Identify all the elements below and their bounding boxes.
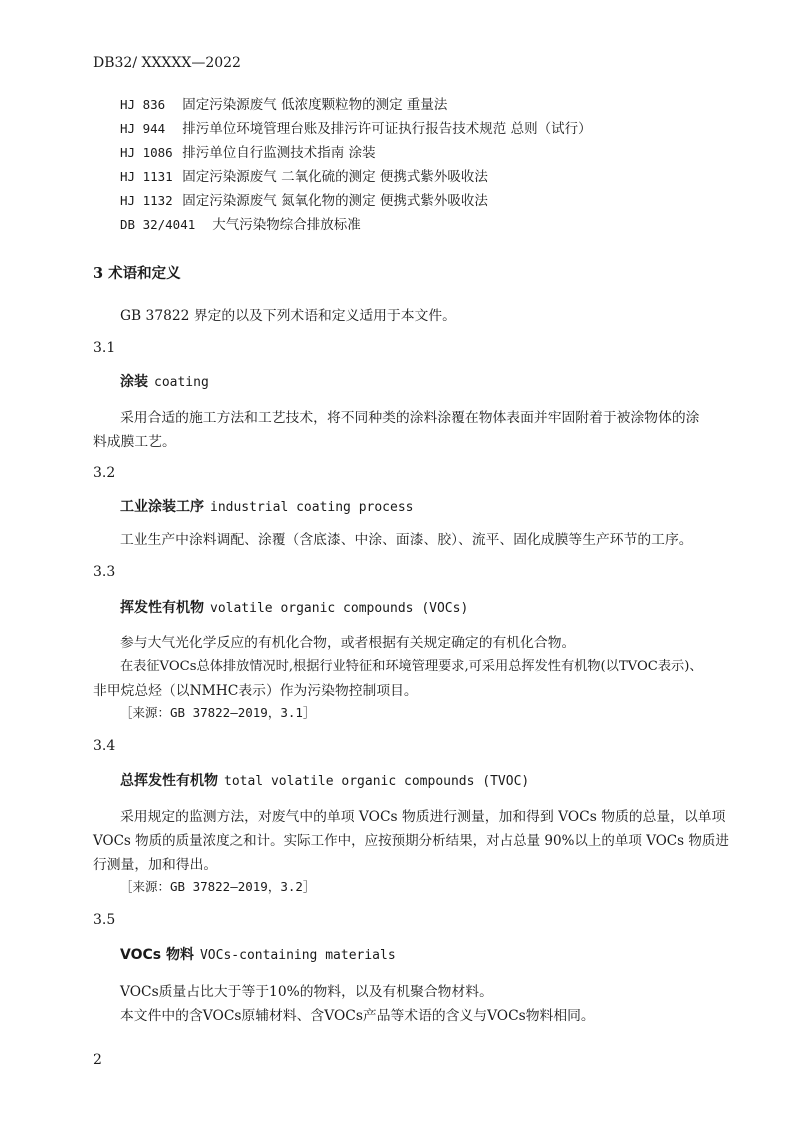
reference-code: HJ 1132 <box>120 193 173 208</box>
term-number: 3.1 <box>93 340 116 356</box>
reference-title: 排污单位自行监测技术指南 涂装 <box>182 145 376 161</box>
term-chinese: 挥发性有机物 <box>120 600 204 616</box>
term-chinese: VOCs 物料 <box>120 947 194 963</box>
term-english: VOCs-containing materials <box>199 948 396 963</box>
term-number: 3.3 <box>93 564 116 580</box>
term-definition: 采用合适的施工方法和工艺技术，将不同种类的涂料涂覆在物体表面并牢固附着于被涂物体的涂 <box>120 410 700 426</box>
term-definition: 工业生产中涂料调配、涂覆（含底漆、中涂、面漆、胶）、流平、固化成膜等生产环节的工序。 <box>120 532 693 548</box>
term-chinese: 涂装 <box>120 374 148 390</box>
term-definition: 料成膜工艺。 <box>93 434 176 450</box>
section-intro: GB 37822 界定的以及下列术语和定义适用于本文件。 <box>120 308 456 324</box>
term-number: 3.2 <box>93 465 116 481</box>
reference-item <box>120 141 376 161</box>
reference-code: DB 32/4041 <box>120 217 196 232</box>
reference-item <box>120 93 447 113</box>
term-title <box>120 496 414 516</box>
term-source: ［来源：GB 37822—2019，3.1］ <box>120 705 316 720</box>
reference-item <box>120 189 488 209</box>
term-source: ［来源：GB 37822—2019，3.2］ <box>120 879 316 894</box>
section-heading: 3 术语和定义 <box>93 265 181 282</box>
reference-title: 固定污染源废气 二氧化硫的测定 便携式紫外吸收法 <box>182 169 488 185</box>
reference-code: HJ 1086 <box>120 145 173 160</box>
term-definition: 参与大气光化学反应的有机化合物，或者根据有关规定确定的有机化合物。 <box>120 635 576 651</box>
reference-code: HJ 1131 <box>120 169 173 184</box>
reference-title: 大气污染物综合排放标准 <box>212 217 361 233</box>
term-title <box>120 371 209 391</box>
term-definition: 本文件中的含VOCs原辅材料、含VOCs产品等术语的含义与VOCs物料相同。 <box>120 1008 595 1024</box>
term-title <box>120 944 396 964</box>
reference-code: HJ 836 <box>120 97 166 112</box>
term-definition: 行测量，加和得出。 <box>93 857 218 873</box>
reference-title: 固定污染源废气 氮氧化物的测定 便携式紫外吸收法 <box>182 193 488 209</box>
reference-title: 排污单位环境管理台账及排污许可证执行报告技术规范 总则（试行） <box>182 121 592 137</box>
term-english: industrial coating process <box>210 500 414 515</box>
term-number: 3.4 <box>93 738 116 754</box>
term-definition: 采用规定的监测方法，对废气中的单项 VOCs 物质进行测量，加和得到 VOCs 物质的总量，以单项 <box>120 809 726 825</box>
term-english: volatile organic compounds (VOCs) <box>210 601 469 616</box>
term-title <box>120 770 529 790</box>
term-number: 3.5 <box>93 912 116 928</box>
reference-code: HJ 944 <box>120 121 166 136</box>
term-english: total volatile organic compounds (TVOC) <box>224 774 530 789</box>
term-english: coating <box>154 375 209 390</box>
term-definition: 在表征VOCs总体排放情况时,根据行业特征和环境管理要求,可采用总挥发性有机物(以TVOC表示)、 <box>120 659 703 674</box>
term-definition: 非甲烷总烃（以NMHC表示）作为污染物控制项目。 <box>93 683 418 699</box>
page-number: 2 <box>93 1052 102 1068</box>
reference-item <box>120 165 488 185</box>
term-definition: VOCs 物质的质量浓度之和计。实际工作中，应按预期分析结果，对占总量 90%以上的单项 VOCs 物质进 <box>93 833 729 849</box>
document-code-header: DB32/ XXXXX—2022 <box>93 55 241 71</box>
reference-item <box>120 213 361 233</box>
reference-title: 固定污染源废气 低浓度颗粒物的测定 重量法 <box>182 97 448 113</box>
reference-item <box>120 117 592 137</box>
term-chinese: 工业涂装工序 <box>120 499 204 515</box>
term-chinese: 总挥发性有机物 <box>120 773 218 789</box>
term-definition: VOCs质量占比大于等于10%的物料，以及有机聚合物材料。 <box>120 984 493 1000</box>
term-title <box>120 597 468 617</box>
